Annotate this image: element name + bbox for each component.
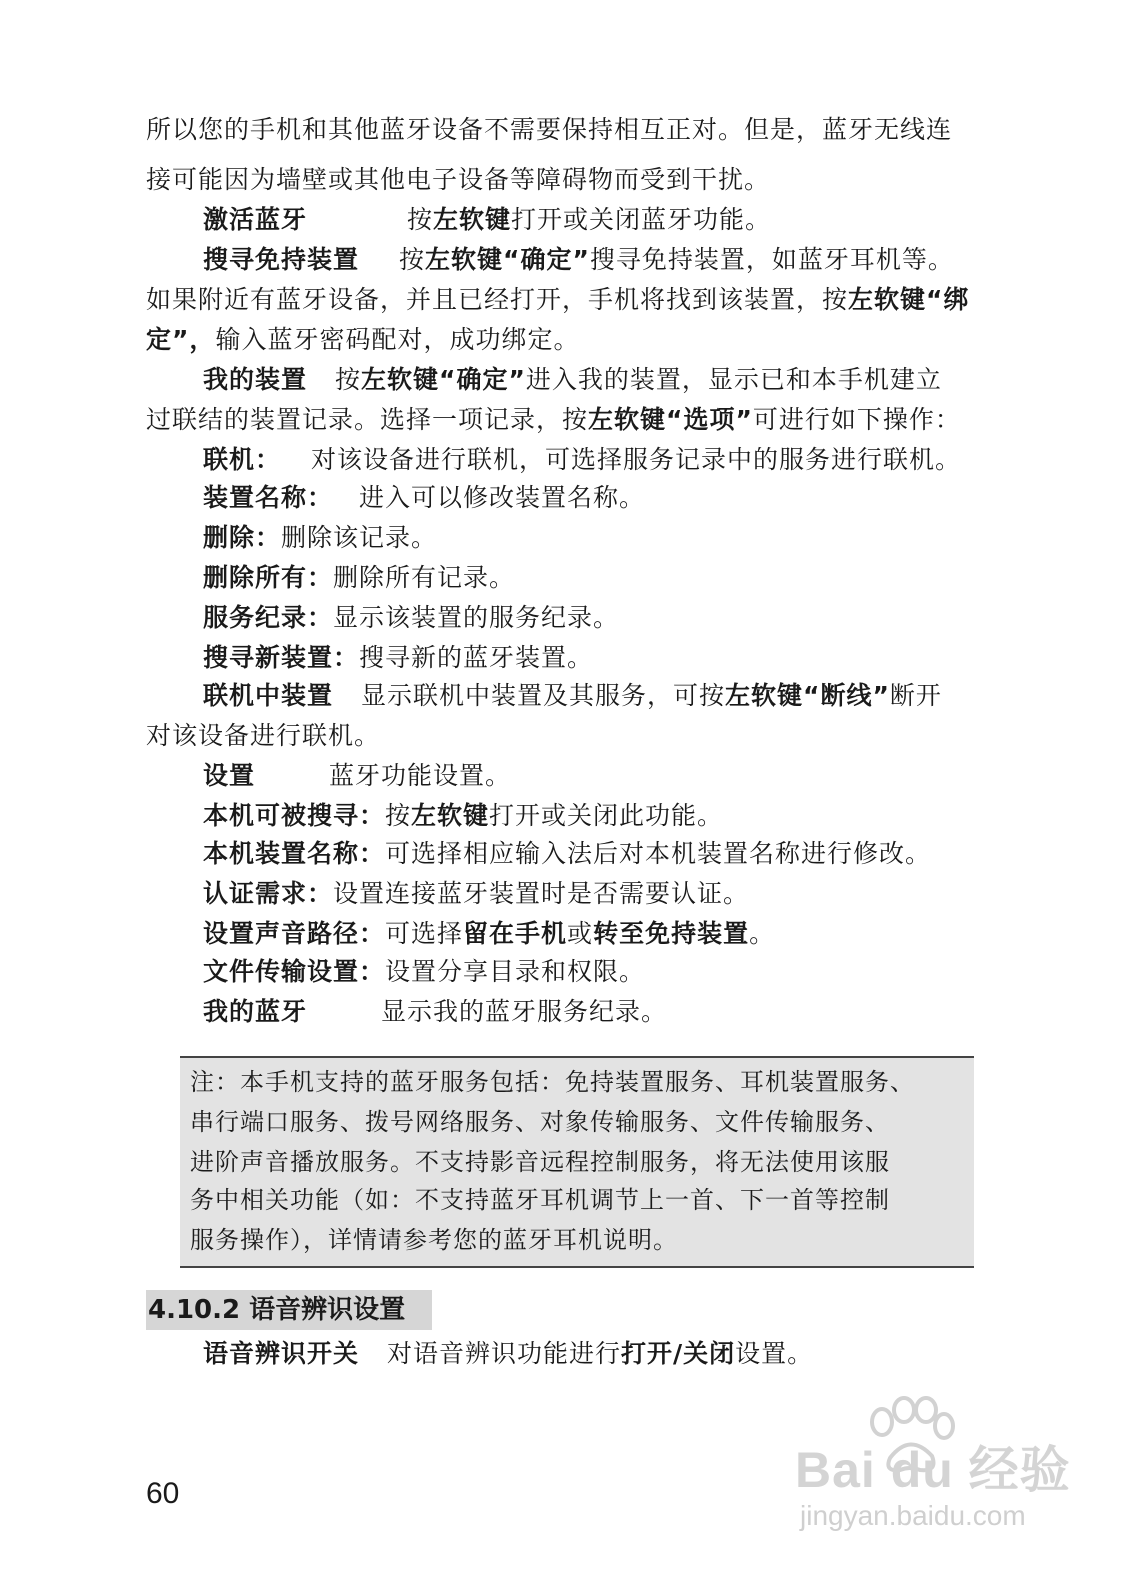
item-label: 我的装置 [203,365,308,394]
paragraph-line: 对该设备进行联机。 [146,721,381,750]
item-label: 设置 [203,761,256,790]
text: 显示我的蓝牙服务纪录。 [381,997,668,1026]
text: 设置连接蓝牙装置时是否需要认证。 [333,879,750,908]
text: 过联结的装置记录。选择一项记录，按 [146,405,589,434]
softkey-label: 左软键“断线” [725,681,890,710]
text: 显示联机中装置及其服务，可按 [361,681,726,710]
note-box [180,1056,974,1268]
item-label: 搜寻新装置： [203,643,360,672]
softkey-label: 左软键“选项” [588,405,753,434]
paragraph-line [146,280,969,320]
item-label: 语音辨识开关 [203,1339,360,1368]
activate-bluetooth-item [203,200,771,240]
text: 按 [385,801,412,830]
softkey-label: 左软键 [433,205,512,234]
note-line: 进阶声音播放服务。不支持影音远程控制服务，将无法使用该服 [190,1148,890,1176]
service-record-item [203,598,619,638]
text: 打开或关闭蓝牙功能。 [511,205,772,234]
item-label: 激活蓝牙 [203,205,308,234]
settings-item [203,756,511,796]
paragraph-line [146,320,579,360]
online-devices-item [203,676,942,716]
softkey-label: 左软键 [411,801,490,830]
item-label: 搜寻免持装置 [203,245,360,274]
text: 设置。 [735,1339,814,1368]
item-label: 本机装置名称： [203,839,386,868]
local-device-name-item [203,834,931,874]
option-label: 留在手机 [463,919,568,948]
text: 打开或关闭此功能。 [489,801,724,830]
softkey-label: 左软键“绑 [848,285,970,314]
text: 进入可以修改装置名称。 [359,483,646,512]
watermark-logo: Bai du 经验 [795,1442,1071,1498]
text: 按 [407,205,434,234]
item-label: 装置名称： [203,483,334,512]
note-line: 务中相关功能（如：不支持蓝牙耳机调节上一首、下一首等控制 [190,1186,890,1214]
option-label: 打开/关闭 [621,1339,736,1368]
text: 。 [749,919,776,948]
note-line: 注：本手机支持的蓝牙服务包括：免持装置服务、耳机装置服务、 [190,1068,915,1096]
search-handsfree-item [203,240,954,280]
discoverable-item [203,796,723,836]
softkey-label: 定”， [146,325,216,354]
item-label: 我的蓝牙 [203,997,308,1026]
text: 显示该装置的服务纪录。 [333,603,620,632]
search-new-device-item [203,638,593,678]
option-label: 转至免持装置 [593,919,750,948]
watermark-url: jingyan.baidu.com [800,1500,1026,1531]
my-devices-item [203,360,942,400]
file-transfer-item [203,952,645,992]
text: 可选择相应输入法后对本机装置名称进行修改。 [385,839,932,868]
device-name-item [203,478,645,518]
text: 如果附近有蓝牙设备，并且已经打开，手机将找到该装置，按 [146,285,849,314]
text: 进入我的装置，显示已和本手机建立 [525,365,942,394]
item-label: 联机中装置 [203,681,334,710]
softkey-label: 左软键“确定” [361,365,526,394]
text: 对语音辨识功能进行 [387,1339,622,1368]
item-label: 删除： [203,523,282,552]
note-line: 串行端口服务、拨号网络服务、对象传输服务、文件传输服务、 [190,1108,890,1136]
text: 搜寻免持装置，如蓝牙耳机等。 [589,245,954,274]
text: 断开 [889,681,942,710]
auth-item [203,874,749,914]
item-label: 认证需求： [203,879,334,908]
voice-recognition-item [203,1334,813,1374]
delete-all-item [203,558,515,598]
paragraph-line: 所以您的手机和其他蓝牙设备不需要保持相互正对。但是，蓝牙无线连 [146,115,953,144]
text: 可进行如下操作： [752,405,961,434]
connect-item [203,440,961,480]
text: 输入蓝牙密码配对，成功绑定。 [215,325,580,354]
page-number: 60 [146,1477,180,1510]
text: 蓝牙功能设置。 [329,761,512,790]
item-label: 文件传输设置： [203,957,386,986]
text: 对该设备进行联机，可选择服务记录中的服务进行联机。 [311,445,962,474]
audio-path-item [203,914,775,954]
text: 搜寻新的蓝牙装置。 [359,643,594,672]
text: 删除所有记录。 [333,563,516,592]
item-label: 本机可被搜寻： [203,801,386,830]
text: 设置分享目录和权限。 [385,957,646,986]
item-label: 联机： [203,445,282,474]
my-bluetooth-item [203,992,667,1032]
item-label: 设置声音路径： [203,919,386,948]
item-label: 服务纪录： [203,603,334,632]
section-heading: 4.10.2 语音辨识设置 [148,1295,406,1325]
note-line: 服务操作），详情请参考您的蓝牙耳机说明。 [190,1226,678,1254]
text: 按 [335,365,362,394]
text: 可选择 [385,919,464,948]
item-label: 删除所有： [203,563,334,592]
text: 或 [567,919,594,948]
delete-item [203,518,437,558]
paragraph-line [146,400,961,440]
paragraph-line: 接可能因为墙壁或其他电子设备等障碍物而受到干扰。 [146,165,771,194]
softkey-label: 左软键“确定” [425,245,590,274]
text: 删除该记录。 [281,523,438,552]
text: 按 [399,245,426,274]
